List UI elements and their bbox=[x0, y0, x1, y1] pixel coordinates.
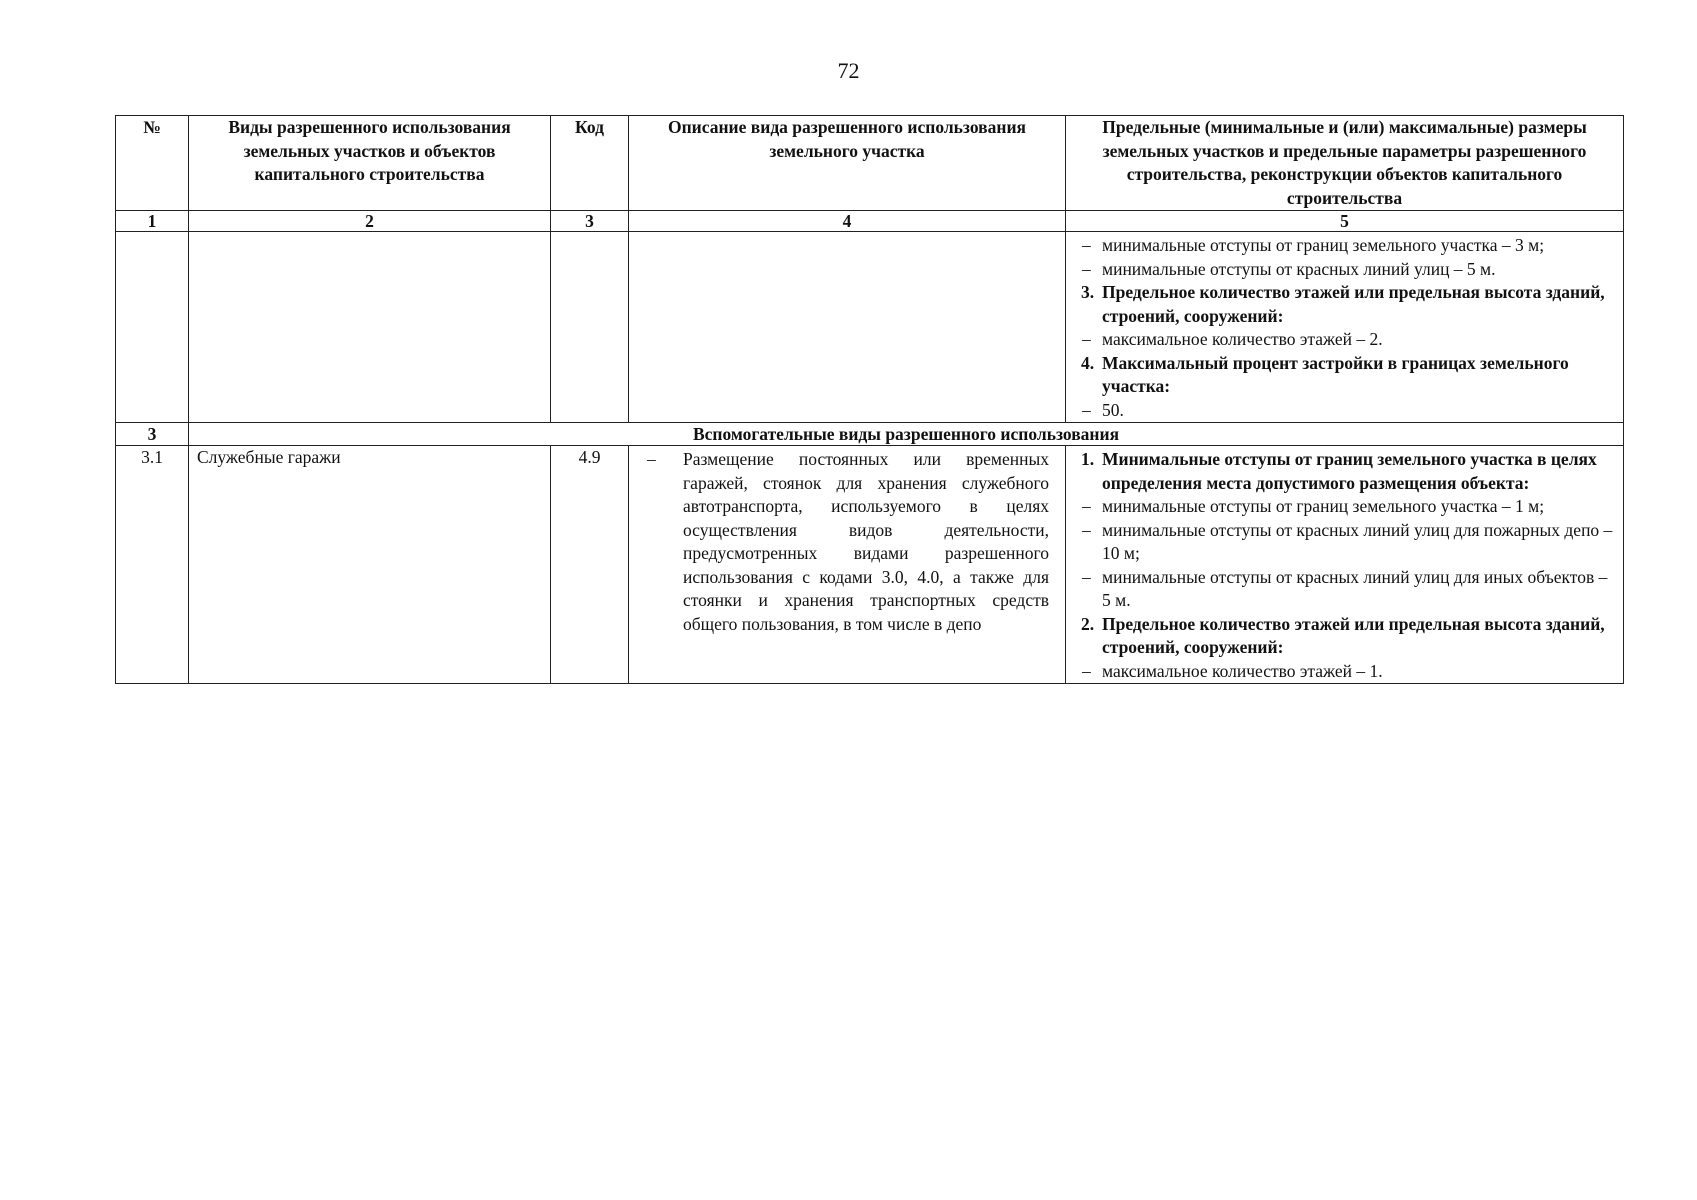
parameter-item bbox=[1074, 399, 1615, 423]
parameter-item bbox=[1074, 613, 1615, 660]
header-use-types: Виды разрешенного использования земельных участков и объектов капитального строительства bbox=[189, 116, 551, 211]
list-marker: – bbox=[1082, 566, 1091, 587]
list-marker: – bbox=[1082, 496, 1091, 516]
list-marker: 4. bbox=[1081, 352, 1095, 373]
header-parameters: Предельные (минимальные и (или) максимальные) размеры земельных участков и предельные параметры разрешенного строительства, реконструкции объектов капитального строительства bbox=[1066, 116, 1624, 211]
column-number: 2 bbox=[189, 211, 551, 232]
parameter-text: Предельное количество этажей или предельная высота зданий, строений, сооружений: bbox=[1102, 613, 1605, 657]
cell-code bbox=[551, 232, 629, 423]
row-number: 3.1 bbox=[116, 446, 189, 684]
parameters-list bbox=[1074, 234, 1615, 422]
column-number: 5 bbox=[1066, 211, 1624, 232]
parameters-list bbox=[1074, 448, 1615, 683]
parameter-item bbox=[1074, 519, 1615, 566]
list-marker: – bbox=[1082, 258, 1091, 279]
column-number: 1 bbox=[116, 211, 189, 232]
parameter-text: минимальные отступы от красных линий улиц для иных объектов – 5 м. bbox=[1102, 566, 1608, 610]
cell-number bbox=[116, 232, 189, 423]
list-marker: 2. bbox=[1081, 613, 1095, 634]
list-marker: 1. bbox=[1081, 449, 1095, 469]
parameter-item bbox=[1074, 234, 1615, 258]
parameter-item bbox=[1074, 328, 1615, 352]
column-number: 4 bbox=[629, 211, 1066, 232]
section-title: Вспомогательные виды разрешенного использования bbox=[189, 423, 1624, 446]
parameter-text: Предельное количество этажей или предельная высота зданий, строений, сооружений: bbox=[1102, 282, 1605, 326]
regulations-table bbox=[115, 115, 1624, 684]
parameter-text: минимальные отступы от красных линий улиц для пожарных депо – 10 м; bbox=[1102, 519, 1613, 563]
parameter-item bbox=[1074, 566, 1615, 613]
parameter-item bbox=[1074, 352, 1615, 399]
table-row-continued bbox=[116, 232, 1624, 423]
row-name: Служебные гаражи bbox=[189, 446, 551, 684]
dash-marker: – bbox=[647, 449, 656, 469]
parameter-item bbox=[1074, 660, 1615, 684]
header-number: № bbox=[116, 116, 189, 211]
parameter-item bbox=[1074, 281, 1615, 328]
parameter-text: минимальные отступы от границ земельного участка – 3 м; bbox=[1102, 235, 1545, 255]
list-marker: – bbox=[1082, 399, 1091, 420]
cell-parameters bbox=[1066, 232, 1624, 423]
parameter-text: Минимальные отступы от границ земельного участка в целях определения места допустимого размещения объекта: bbox=[1102, 449, 1597, 493]
parameter-text: максимальное количество этажей – 2. bbox=[1102, 329, 1383, 349]
header-description: Описание вида разрешенного использования земельного участка bbox=[629, 116, 1066, 211]
parameter-text: минимальные отступы от красных линий улиц – 5 м. bbox=[1102, 258, 1496, 279]
list-marker: 3. bbox=[1081, 282, 1095, 302]
parameter-item bbox=[1074, 495, 1615, 519]
list-marker: – bbox=[1082, 660, 1091, 681]
column-number-row bbox=[116, 211, 1624, 232]
row-code: 4.9 bbox=[551, 446, 629, 684]
row-parameters-cell bbox=[1066, 446, 1624, 684]
section-number: 3 bbox=[116, 423, 189, 446]
list-marker: – bbox=[1082, 329, 1091, 349]
parameter-item bbox=[1074, 448, 1615, 495]
cell-description bbox=[629, 232, 1066, 423]
row-description-cell bbox=[629, 446, 1066, 684]
parameter-text: максимальное количество этажей – 1. bbox=[1102, 660, 1383, 681]
section-row bbox=[116, 423, 1624, 446]
parameter-item bbox=[1074, 258, 1615, 282]
table-header-row bbox=[116, 116, 1624, 211]
header-code: Код bbox=[551, 116, 629, 211]
row-description bbox=[637, 448, 1057, 636]
table-row bbox=[116, 446, 1624, 684]
list-marker: – bbox=[1082, 519, 1091, 540]
page-number: 72 bbox=[837, 58, 860, 83]
parameter-text: Максимальный процент застройки в границах земельного участка: bbox=[1102, 352, 1569, 396]
cell-name bbox=[189, 232, 551, 423]
description-text: Размещение постоянных или временных гаражей, стоянок для хранения служебного автотранспорта, используемого в целях осуществления видов деятельности, предусмотренных видами разрешенного использования с кодами 3.0, 4.0, а также для стоянки и хранения транспортных средств общего пользования, в том числе в депо bbox=[683, 449, 1049, 634]
parameter-text: 50. bbox=[1102, 399, 1124, 420]
column-number: 3 bbox=[551, 211, 629, 232]
parameter-text: минимальные отступы от границ земельного участка – 1 м; bbox=[1102, 496, 1545, 516]
list-marker: – bbox=[1082, 235, 1091, 255]
